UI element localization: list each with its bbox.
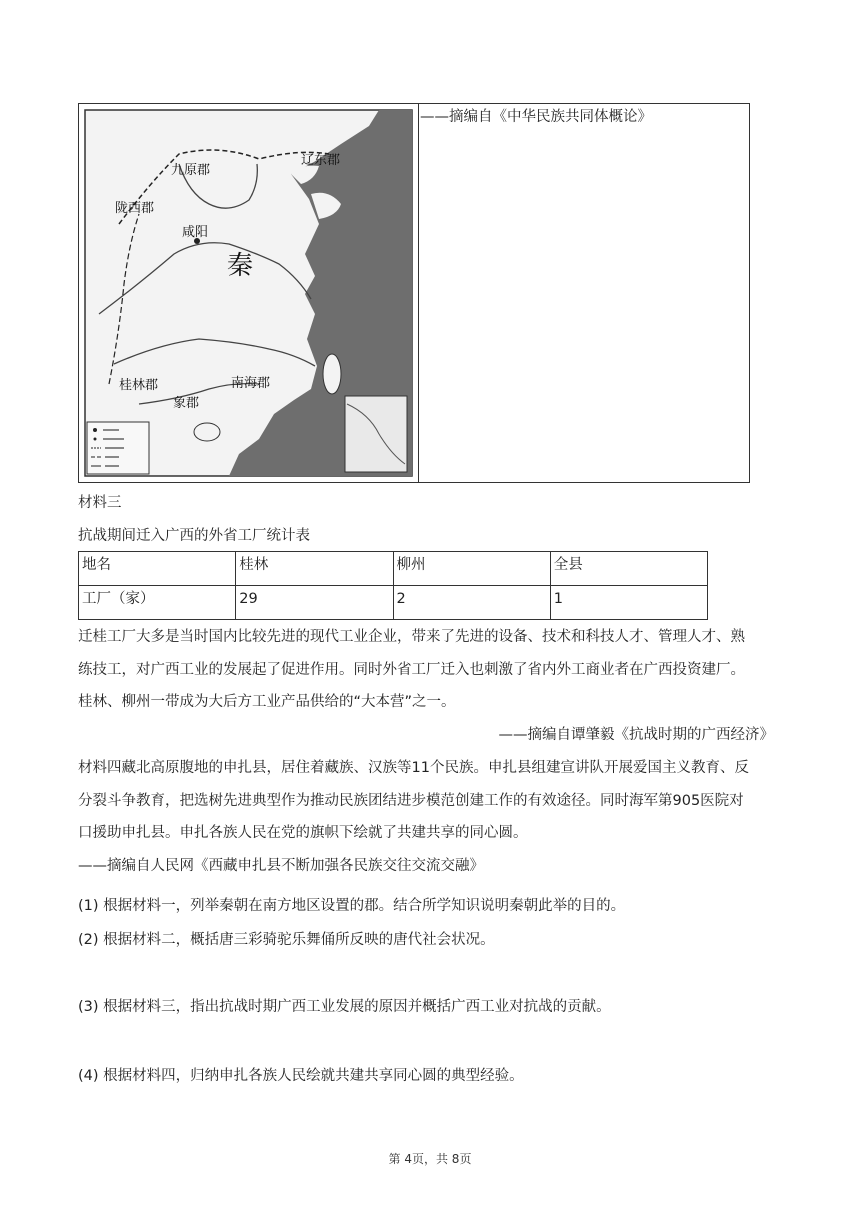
question-3: (3) 根据材料三，指出抗战时期广西工业发展的原因并概括广西工业对抗战的贡献。 [78, 999, 611, 1015]
question-1: (1) 根据材料一，列举秦朝在南方地区设置的郡。结合所学知识说明秦朝此举的目的。 [78, 898, 626, 914]
material3-line-2: 练技工，对广西工业的发展起了促进作用。同时外省工厂迁入也刺激了省内外工商业者在广西投资建厂。 [78, 662, 745, 678]
map-label-guilin: 桂林郡 [119, 378, 159, 393]
table-row [79, 552, 708, 586]
map-label-xiang: 象郡 [173, 396, 200, 411]
map-label-jiuyuan: 九原郡 [171, 163, 211, 178]
material4-source: ——摘编自人民网《西藏申扎县不断加强各民族交往交流交融》 [78, 858, 484, 874]
map-label-liaodong: 辽东郡 [301, 153, 341, 168]
factory-table-title: 抗战期间迁入广西的外省工厂统计表 [78, 528, 310, 544]
table-cell: 工厂（家） [79, 586, 236, 620]
map-label-qin: 秦 [227, 251, 254, 281]
table-cell: 柳州 [393, 552, 550, 586]
table-cell: 地名 [79, 552, 236, 586]
table-cell: 1 [550, 586, 707, 620]
material4-line-1: 材料四藏北高原腹地的申扎县，居住着藏族、汉族等11个民族。申扎县组建宣讲队开展爱国主义教育、反 [78, 760, 749, 776]
table-cell: 全县 [550, 552, 707, 586]
material4-line-2: 分裂斗争教育，把选树先进典型作为推动民族团结进步模范创建工作的有效途径。同时海军第905医院对 [78, 793, 744, 809]
map-table [78, 103, 750, 483]
map-label-nanhai: 南海郡 [231, 376, 271, 391]
question-2: (2) 根据材料二，概括唐三彩骑驼乐舞俑所反映的唐代社会状况。 [78, 932, 495, 948]
material4-line-3: 口援助申扎县。申扎各族人民在党的旗帜下绘就了共建共享的同心圆。 [78, 825, 528, 841]
table-cell: 2 [393, 586, 550, 620]
map-label-xianyang: 咸阳 [182, 225, 209, 240]
page-footer: 第 4页，共 8页 [388, 1152, 472, 1166]
qin-map-cell [79, 104, 419, 482]
material3-heading: 材料三 [78, 495, 122, 511]
table-cell: 桂林 [236, 552, 393, 586]
material3-line-1: 迁桂工厂大多是当时国内比较先进的现代工业企业，带来了先进的设备、技术和科技人才、管理人才、熟 [78, 629, 745, 645]
question-4: (4) 根据材料四，归纳申扎各族人民绘就共建共享同心圆的典型经验。 [78, 1068, 524, 1084]
material3-source: ——摘编自谭肇毅《抗战时期的广西经济》 [498, 727, 774, 743]
table-cell: 29 [236, 586, 393, 620]
map-source: ——摘编自《中华民族共同体概论》 [420, 109, 652, 125]
material3-line-3: 桂林、柳州一带成为大后方工业产品供给的“大本营”之一。 [78, 694, 456, 710]
qin-dynasty-map [79, 104, 418, 482]
factory-table [78, 551, 708, 620]
table-row [79, 586, 708, 620]
map-legend [87, 422, 149, 474]
map-label-longxi: 陇西郡 [115, 201, 155, 216]
